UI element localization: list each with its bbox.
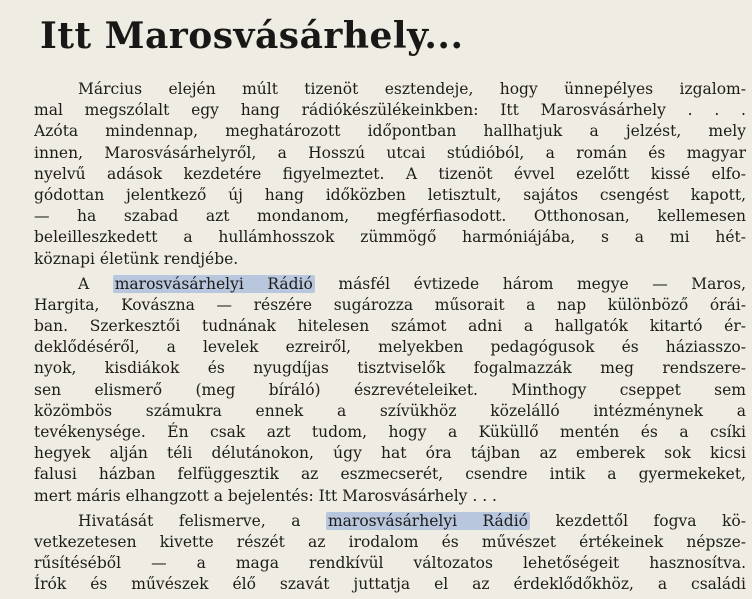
text-segment: Hivatását felismerve, a (78, 511, 326, 530)
text-line: tevékenysége. Én csak azt tudom, hogy a Küküllő mentén és a csíki (34, 423, 746, 441)
text-line: gódottan jelentkező új hang időközben letisztult, sajátos csengést kapott, (34, 185, 746, 204)
text-line: deklődéséről, a levelek ezreiről, melyekben pedagógusok és háziasszo- (34, 338, 746, 357)
article-title: Itt Marosvásárhely... (40, 15, 464, 57)
text-line: falusi házban felfüggesztik az eszmecserét, csendre intik a gyermekeket, (34, 465, 746, 484)
text-line: sen elismerő (meg bíráló) észrevételeiket. Minthogy cseppet sem (34, 380, 746, 399)
text-line: Hargita, Kovászna — részére sugározza műsorait a nap különböző órái- (34, 295, 746, 314)
paragraph-1 (34, 79, 746, 270)
text-line: köznapi életünk rendjébe. (34, 249, 239, 268)
text-line: Március elején múlt tizenöt esztendeje, hogy ünnepélyes izgalom- (78, 80, 746, 98)
text-segment: kezdettől fogva kö- (530, 511, 746, 530)
text-line: rűsítéséből — a maga rendkívül változatos lehetőségeit hasznosítva. (34, 554, 746, 573)
text-line: mal megszólalt egy hang rádiókészülékeinkben: Itt Marosvásárhely . . . (34, 101, 746, 120)
text-line: Azóta mindennap, meghatározott időpontban hallhatjuk a jelzést, mely (34, 122, 746, 141)
text-line-with-highlight (34, 274, 746, 295)
highlighted-text[interactable]: marosvásárhelyi Rádió (327, 511, 529, 530)
highlighted-text[interactable]: marosvásárhelyi Rádió (114, 274, 313, 293)
text-line: vetkezetesen kivette részét az irodalom és művészet értékeinek népsze- (34, 532, 746, 551)
paragraph-3 (34, 511, 746, 596)
text-line: nyok, kisdiákok és nyugdíjas tisztviselők fogalmazzák meg rendszere- (34, 359, 746, 378)
text-line: ban. Szerkesztői tudnának hitelesen számot adni a hallgatók kitartó ér- (34, 317, 746, 336)
text-segment: A (78, 274, 113, 293)
text-line: mert máris elhangzott a bejelentés: Itt Marosvásárhely . . . (34, 486, 497, 505)
text-segment: másfél évtizede három megye — Maros, (314, 274, 746, 293)
text-line: beleilleszkedett a hullámhosszok zümmögő harmóniájába, s a mi hét- (34, 228, 746, 247)
text-line: hegyek alján téli délutánokon, úgy hat óra tájban az emberek sok kicsi (34, 444, 746, 463)
paragraph-2 (34, 274, 746, 507)
text-line: Írók és művészek élő szavát juttatja el az érdeklődőkhöz, a családi (34, 575, 746, 594)
article-body (34, 79, 746, 596)
text-line-with-highlight (34, 511, 746, 532)
text-line: nyelvű adások kezdetére figyelmeztet. A tizenöt évvel ezelőtt kissé elfo- (34, 164, 746, 183)
text-line: innen, Marosvásárhelyről, a Hosszú utcai stúdióból, a román és magyar (34, 143, 746, 162)
text-line: — ha szabad azt mondanom, megférfiasodott. Otthonosan, kellemesen (34, 207, 746, 226)
text-line: közömbös számukra ennek a szívükhöz közelálló intézménynek a (34, 401, 746, 420)
